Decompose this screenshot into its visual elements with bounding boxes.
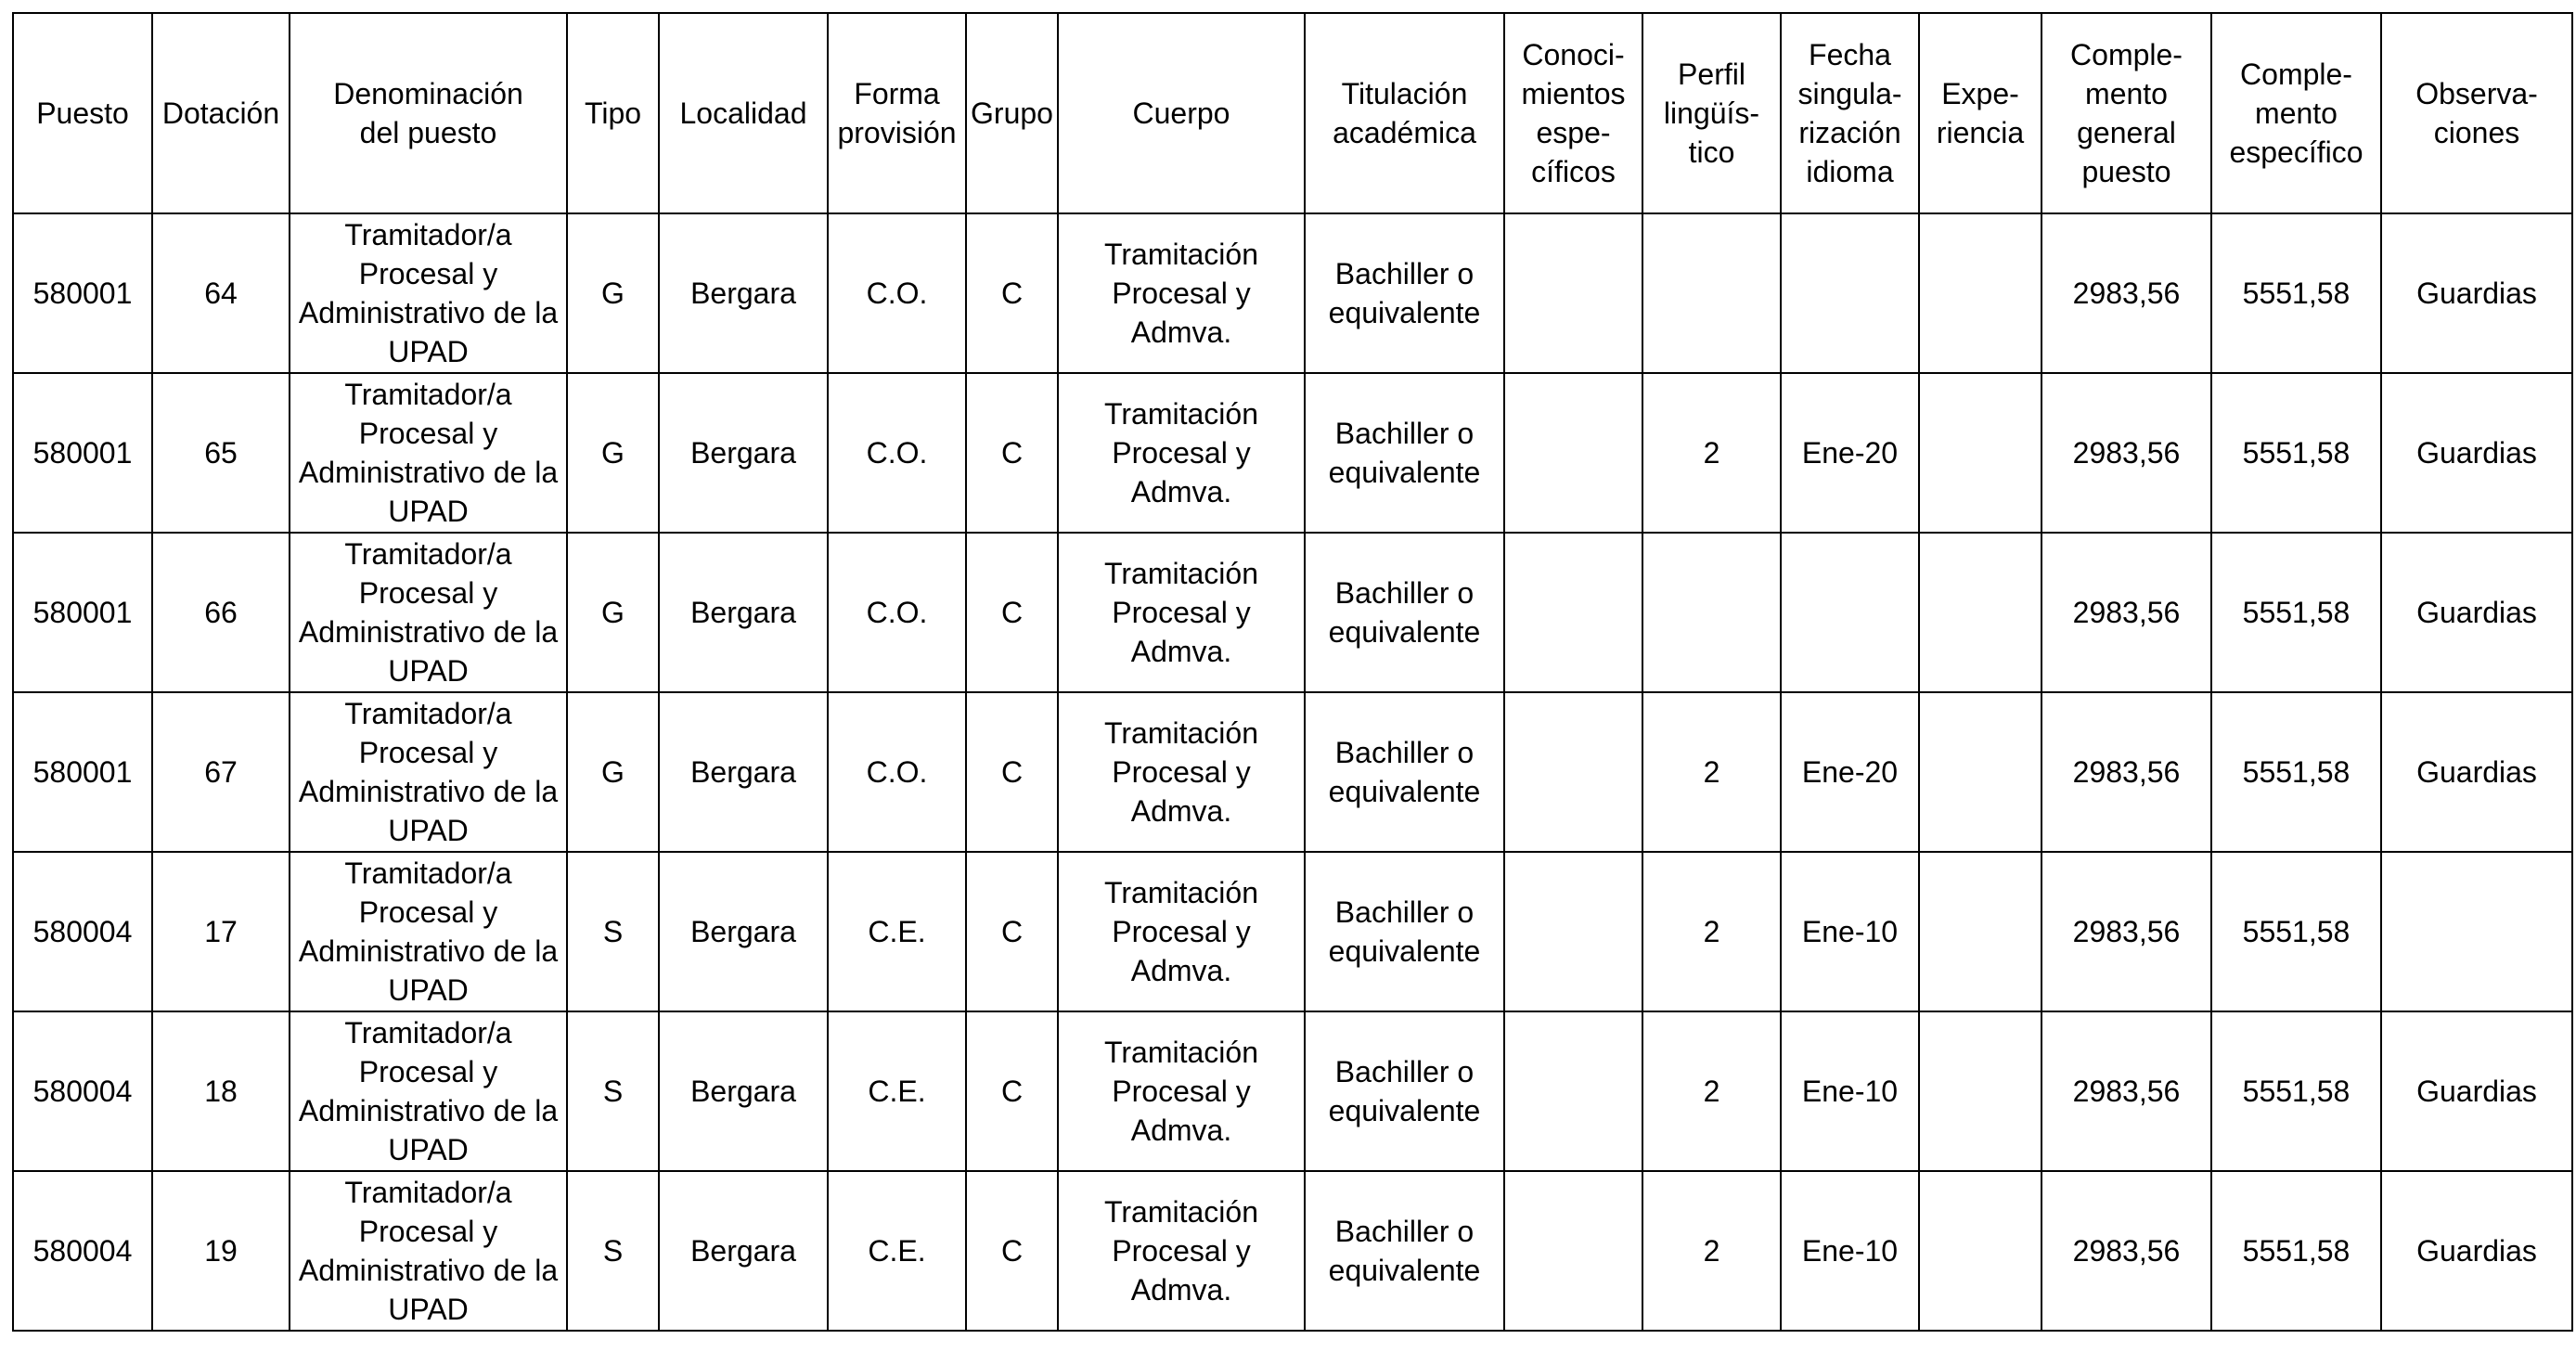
table-row	[13, 1011, 2572, 1171]
table-cell: 64	[152, 213, 290, 373]
table-cell: S	[567, 1171, 659, 1331]
column-header-localidad: Localidad	[659, 13, 828, 213]
table-cell: S	[567, 1011, 659, 1171]
table-cell: G	[567, 373, 659, 533]
table-cell: Tramitación Procesal y Admva.	[1058, 373, 1305, 533]
table-row	[13, 213, 2572, 373]
table-cell: Tramitador/a Procesal y Administrativo de la UPAD	[290, 213, 567, 373]
table-cell	[2381, 852, 2572, 1011]
table-cell: Tramitador/a Procesal y Administrativo de la UPAD	[290, 533, 567, 692]
table-cell: Bachiller o equivalente	[1305, 692, 1504, 852]
table-cell: C	[966, 1171, 1058, 1331]
table-cell: Bachiller o equivalente	[1305, 373, 1504, 533]
table-cell: 5551,58	[2211, 852, 2381, 1011]
table-row	[13, 1171, 2572, 1331]
table-cell: C	[966, 533, 1058, 692]
table-cell: 2983,56	[2041, 692, 2211, 852]
table-cell: C	[966, 692, 1058, 852]
positions-table-container	[12, 12, 2571, 1332]
table-cell	[1919, 692, 2041, 852]
table-cell: Bergara	[659, 533, 828, 692]
column-header-puesto: Puesto	[13, 13, 152, 213]
table-cell: C	[966, 852, 1058, 1011]
table-cell: C.E.	[828, 1171, 966, 1331]
table-cell	[1781, 213, 1919, 373]
table-cell: 5551,58	[2211, 692, 2381, 852]
table-cell: 2	[1642, 852, 1781, 1011]
table-cell: C.E.	[828, 1011, 966, 1171]
table-cell: 5551,58	[2211, 1011, 2381, 1171]
table-cell: 2983,56	[2041, 1011, 2211, 1171]
table-cell: Bergara	[659, 852, 828, 1011]
table-cell: C.O.	[828, 692, 966, 852]
table-cell: 580004	[13, 1171, 152, 1331]
table-cell	[1642, 213, 1781, 373]
table-cell: Tramitador/a Procesal y Administrativo de la UPAD	[290, 852, 567, 1011]
table-cell: 2983,56	[2041, 373, 2211, 533]
column-header-grupo: Grupo	[966, 13, 1058, 213]
column-header-forma-provision: Forma provisión	[828, 13, 966, 213]
table-cell: Bachiller o equivalente	[1305, 852, 1504, 1011]
table-cell: 67	[152, 692, 290, 852]
table-cell: C.O.	[828, 373, 966, 533]
table-cell: 580001	[13, 373, 152, 533]
table-cell: 2983,56	[2041, 213, 2211, 373]
column-header-conocimientos-especificos: Conoci- mientos espe- cíficos	[1504, 13, 1642, 213]
table-cell	[1504, 373, 1642, 533]
column-header-dotacion: Dotación	[152, 13, 290, 213]
column-header-perfil-linguistico: Perfil lingüís- tico	[1642, 13, 1781, 213]
table-cell: Bachiller o equivalente	[1305, 213, 1504, 373]
table-cell: Bergara	[659, 1171, 828, 1331]
table-cell: 5551,58	[2211, 373, 2381, 533]
table-cell: G	[567, 213, 659, 373]
table-cell	[1504, 1011, 1642, 1171]
table-cell	[1781, 533, 1919, 692]
table-cell: 18	[152, 1011, 290, 1171]
table-cell: C	[966, 1011, 1058, 1171]
table-cell: 2983,56	[2041, 852, 2211, 1011]
table-cell: C	[966, 213, 1058, 373]
table-cell	[1919, 213, 2041, 373]
table-cell: Bergara	[659, 373, 828, 533]
table-cell	[1504, 533, 1642, 692]
table-cell: Tramitador/a Procesal y Administrativo de la UPAD	[290, 373, 567, 533]
table-cell: Ene-20	[1781, 373, 1919, 533]
table-cell: 5551,58	[2211, 533, 2381, 692]
table-row	[13, 852, 2572, 1011]
table-cell: Tramitación Procesal y Admva.	[1058, 533, 1305, 692]
table-cell: Bergara	[659, 692, 828, 852]
table-cell: 19	[152, 1171, 290, 1331]
table-cell: Guardias	[2381, 533, 2572, 692]
table-cell: 17	[152, 852, 290, 1011]
table-cell	[1919, 373, 2041, 533]
table-cell: G	[567, 692, 659, 852]
table-cell: C.O.	[828, 213, 966, 373]
table-cell: Tramitación Procesal y Admva.	[1058, 1171, 1305, 1331]
table-cell	[1504, 213, 1642, 373]
table-cell: C.O.	[828, 533, 966, 692]
table-cell: 580004	[13, 1011, 152, 1171]
column-header-complemento-especifico: Comple- mento específico	[2211, 13, 2381, 213]
table-cell: 2	[1642, 692, 1781, 852]
table-cell: Ene-10	[1781, 1171, 1919, 1331]
column-header-denominacion-del-puesto: Denominación del puesto	[290, 13, 567, 213]
column-header-experiencia: Expe- riencia	[1919, 13, 2041, 213]
table-cell	[1919, 852, 2041, 1011]
table-cell: Tramitador/a Procesal y Administrativo de la UPAD	[290, 1171, 567, 1331]
table-cell: 2	[1642, 373, 1781, 533]
table-cell	[1504, 692, 1642, 852]
table-cell: Tramitación Procesal y Admva.	[1058, 1011, 1305, 1171]
table-cell: Tramitación Procesal y Admva.	[1058, 852, 1305, 1011]
table-cell: Bergara	[659, 1011, 828, 1171]
column-header-complemento-general-puesto: Comple- mento general puesto	[2041, 13, 2211, 213]
table-body	[13, 213, 2572, 1331]
column-header-titulacion-academica: Titulación académica	[1305, 13, 1504, 213]
table-cell: 2	[1642, 1011, 1781, 1171]
table-cell: Tramitador/a Procesal y Administrativo de la UPAD	[290, 692, 567, 852]
table-cell: 580001	[13, 213, 152, 373]
table-cell: C.E.	[828, 852, 966, 1011]
column-header-cuerpo: Cuerpo	[1058, 13, 1305, 213]
table-cell: Tramitación Procesal y Admva.	[1058, 213, 1305, 373]
table-cell: 2983,56	[2041, 1171, 2211, 1331]
table-cell: Ene-10	[1781, 1011, 1919, 1171]
table-cell: Guardias	[2381, 1011, 2572, 1171]
table-cell	[1642, 533, 1781, 692]
table-cell: Bachiller o equivalente	[1305, 533, 1504, 692]
table-cell	[1919, 1171, 2041, 1331]
table-cell: Bergara	[659, 213, 828, 373]
table-cell: C	[966, 373, 1058, 533]
table-row	[13, 692, 2572, 852]
table-cell: Tramitador/a Procesal y Administrativo de la UPAD	[290, 1011, 567, 1171]
table-cell: 580001	[13, 692, 152, 852]
table-row	[13, 533, 2572, 692]
table-cell: 2	[1642, 1171, 1781, 1331]
column-header-tipo: Tipo	[567, 13, 659, 213]
table-row	[13, 373, 2572, 533]
table-cell: 580004	[13, 852, 152, 1011]
table-cell: Guardias	[2381, 1171, 2572, 1331]
table-cell	[1504, 1171, 1642, 1331]
table-cell	[1919, 533, 2041, 692]
table-cell: G	[567, 533, 659, 692]
table-cell: Tramitación Procesal y Admva.	[1058, 692, 1305, 852]
table-header-row	[13, 13, 2572, 213]
table-cell: Guardias	[2381, 213, 2572, 373]
table-cell: Ene-10	[1781, 852, 1919, 1011]
table-cell: Ene-20	[1781, 692, 1919, 852]
table-cell: 5551,58	[2211, 213, 2381, 373]
table-cell: 2983,56	[2041, 533, 2211, 692]
column-header-fecha-singularizacion-idioma: Fecha singula- rización idioma	[1781, 13, 1919, 213]
column-header-observaciones: Observa- ciones	[2381, 13, 2572, 213]
table-cell	[1919, 1011, 2041, 1171]
table-cell: 580001	[13, 533, 152, 692]
table-cell: 5551,58	[2211, 1171, 2381, 1331]
table-cell: 65	[152, 373, 290, 533]
table-cell: Bachiller o equivalente	[1305, 1011, 1504, 1171]
table-cell: 66	[152, 533, 290, 692]
table-cell	[1504, 852, 1642, 1011]
table-cell: S	[567, 852, 659, 1011]
table-cell: Bachiller o equivalente	[1305, 1171, 1504, 1331]
table-cell: Guardias	[2381, 692, 2572, 852]
table-cell: Guardias	[2381, 373, 2572, 533]
positions-table	[12, 12, 2573, 1332]
